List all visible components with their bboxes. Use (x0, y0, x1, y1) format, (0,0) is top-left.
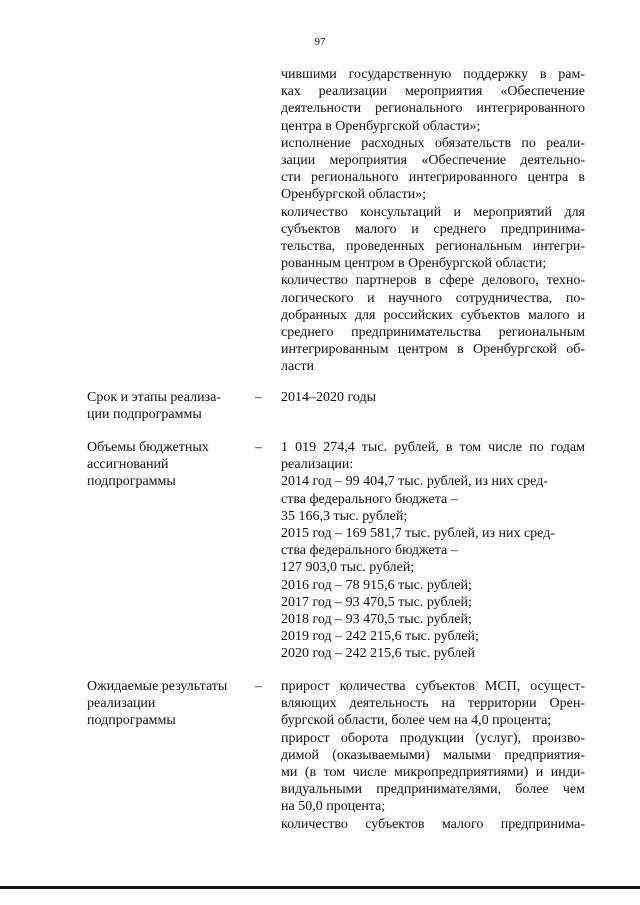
results-value (281, 678, 585, 833)
budget-value (281, 439, 585, 663)
budget-dash: – (255, 440, 262, 455)
text-line: 2020 год – 242 215,6 тыс. рублей (281, 646, 475, 662)
text-line: количество субъектов малого предпринима- (281, 816, 585, 832)
page-number: 97 (314, 36, 326, 48)
text-line: 2014 год – 99 404,7 тыс. рублей, из них сред- (281, 474, 548, 490)
label-line: ции подпрограммы (87, 407, 202, 423)
label-line: подпрограммы (87, 474, 176, 490)
text-line: прирост оборота продукции (услуг), произво- (281, 730, 585, 746)
text-line: деятельности регионального интегрированного (281, 101, 585, 117)
text-line: ства федерального бюджета – (281, 543, 458, 559)
continuation-text (281, 66, 585, 376)
results-label (87, 678, 247, 730)
text-line: прирост количества субъектов МСП, осущест- (281, 679, 585, 694)
text-line: центра в Оренбургской области»; (281, 118, 481, 134)
text-line: 35 166,3 тыс. рублей; (281, 508, 408, 524)
text-line: 2019 год – 242 215,6 тыс. рублей; (281, 629, 479, 645)
text-line: ласти (281, 359, 315, 375)
text-line: вляющих деятельность на территории Орен- (281, 696, 585, 712)
text-line: количество партнеров в сфере делового, техно- (281, 273, 585, 289)
text-line: 2017 год – 93 470,5 тыс. рублей; (281, 594, 472, 610)
budget-label (87, 439, 247, 491)
label-line: подпрограммы (87, 713, 176, 729)
text-line: 2018 год – 93 470,5 тыс. рублей; (281, 612, 472, 628)
text-line: количество консультаций и мероприятий для (281, 204, 585, 220)
text-line: субъектов малого и среднего предпринима- (281, 221, 585, 237)
bottom-rule (0, 886, 640, 889)
text-line: 127 903,0 тыс. рублей; (281, 560, 415, 576)
text-line: 1 019 274,4 тыс. рублей, в том числе по годам (281, 440, 585, 455)
text-line: реализации: (281, 457, 354, 473)
text-line: Оренбургской области»; (281, 187, 427, 203)
text-line: ства федерального бюджета – (281, 491, 458, 507)
label-line: ассигнований (87, 457, 169, 473)
text-line: рованным центром в Оренбургской области; (281, 256, 547, 272)
label-line: Ожидаемые результаты (87, 679, 228, 694)
text-line: зации мероприятия «Обеспечение деятельно- (281, 153, 585, 169)
text-line: на 50,0 процента; (281, 799, 386, 815)
term-label (87, 389, 247, 423)
text-line: логического и научного сотрудничества, по- (281, 290, 585, 306)
text-line: сти регионального интегрированного центра в (281, 170, 585, 186)
text-line: среднего предпринимательства региональным (281, 325, 585, 341)
text-line: 2016 год – 78 915,6 тыс. рублей; (281, 577, 472, 593)
text-line: тельства, проведенных региональным интегри- (281, 239, 585, 255)
results-dash: – (255, 679, 262, 694)
label-line: реализации (87, 696, 156, 712)
text-line: ми (в том числе микропредприятиями) и инди- (281, 765, 585, 781)
term-value (281, 389, 585, 406)
label-line: Срок и этапы реализа- (87, 390, 221, 405)
text-line: интегрированным центром в Оренбургской об- (281, 342, 585, 358)
term-dash: – (255, 390, 262, 405)
text-line: чившими государственную поддержку в рам- (281, 67, 585, 82)
text-line: 2015 год – 169 581,7 тыс. рублей, из них сред- (281, 526, 555, 542)
text-line: ках реализации мероприятия «Обеспечение (281, 84, 585, 100)
text-line: исполнение расходных обязательств по реали- (281, 135, 585, 151)
text-line: димой (оказываемыми) малыми предприятия- (281, 747, 585, 763)
text-line: бургской области, более чем на 4,0 процента; (281, 713, 552, 729)
text-line: видуальными предпринимателями, более чем (281, 782, 585, 798)
text-line: добранных для российских субъектов малого и (281, 307, 585, 323)
label-line: Объемы бюджетных (87, 440, 209, 455)
text-line: 2014–2020 годы (281, 390, 377, 405)
